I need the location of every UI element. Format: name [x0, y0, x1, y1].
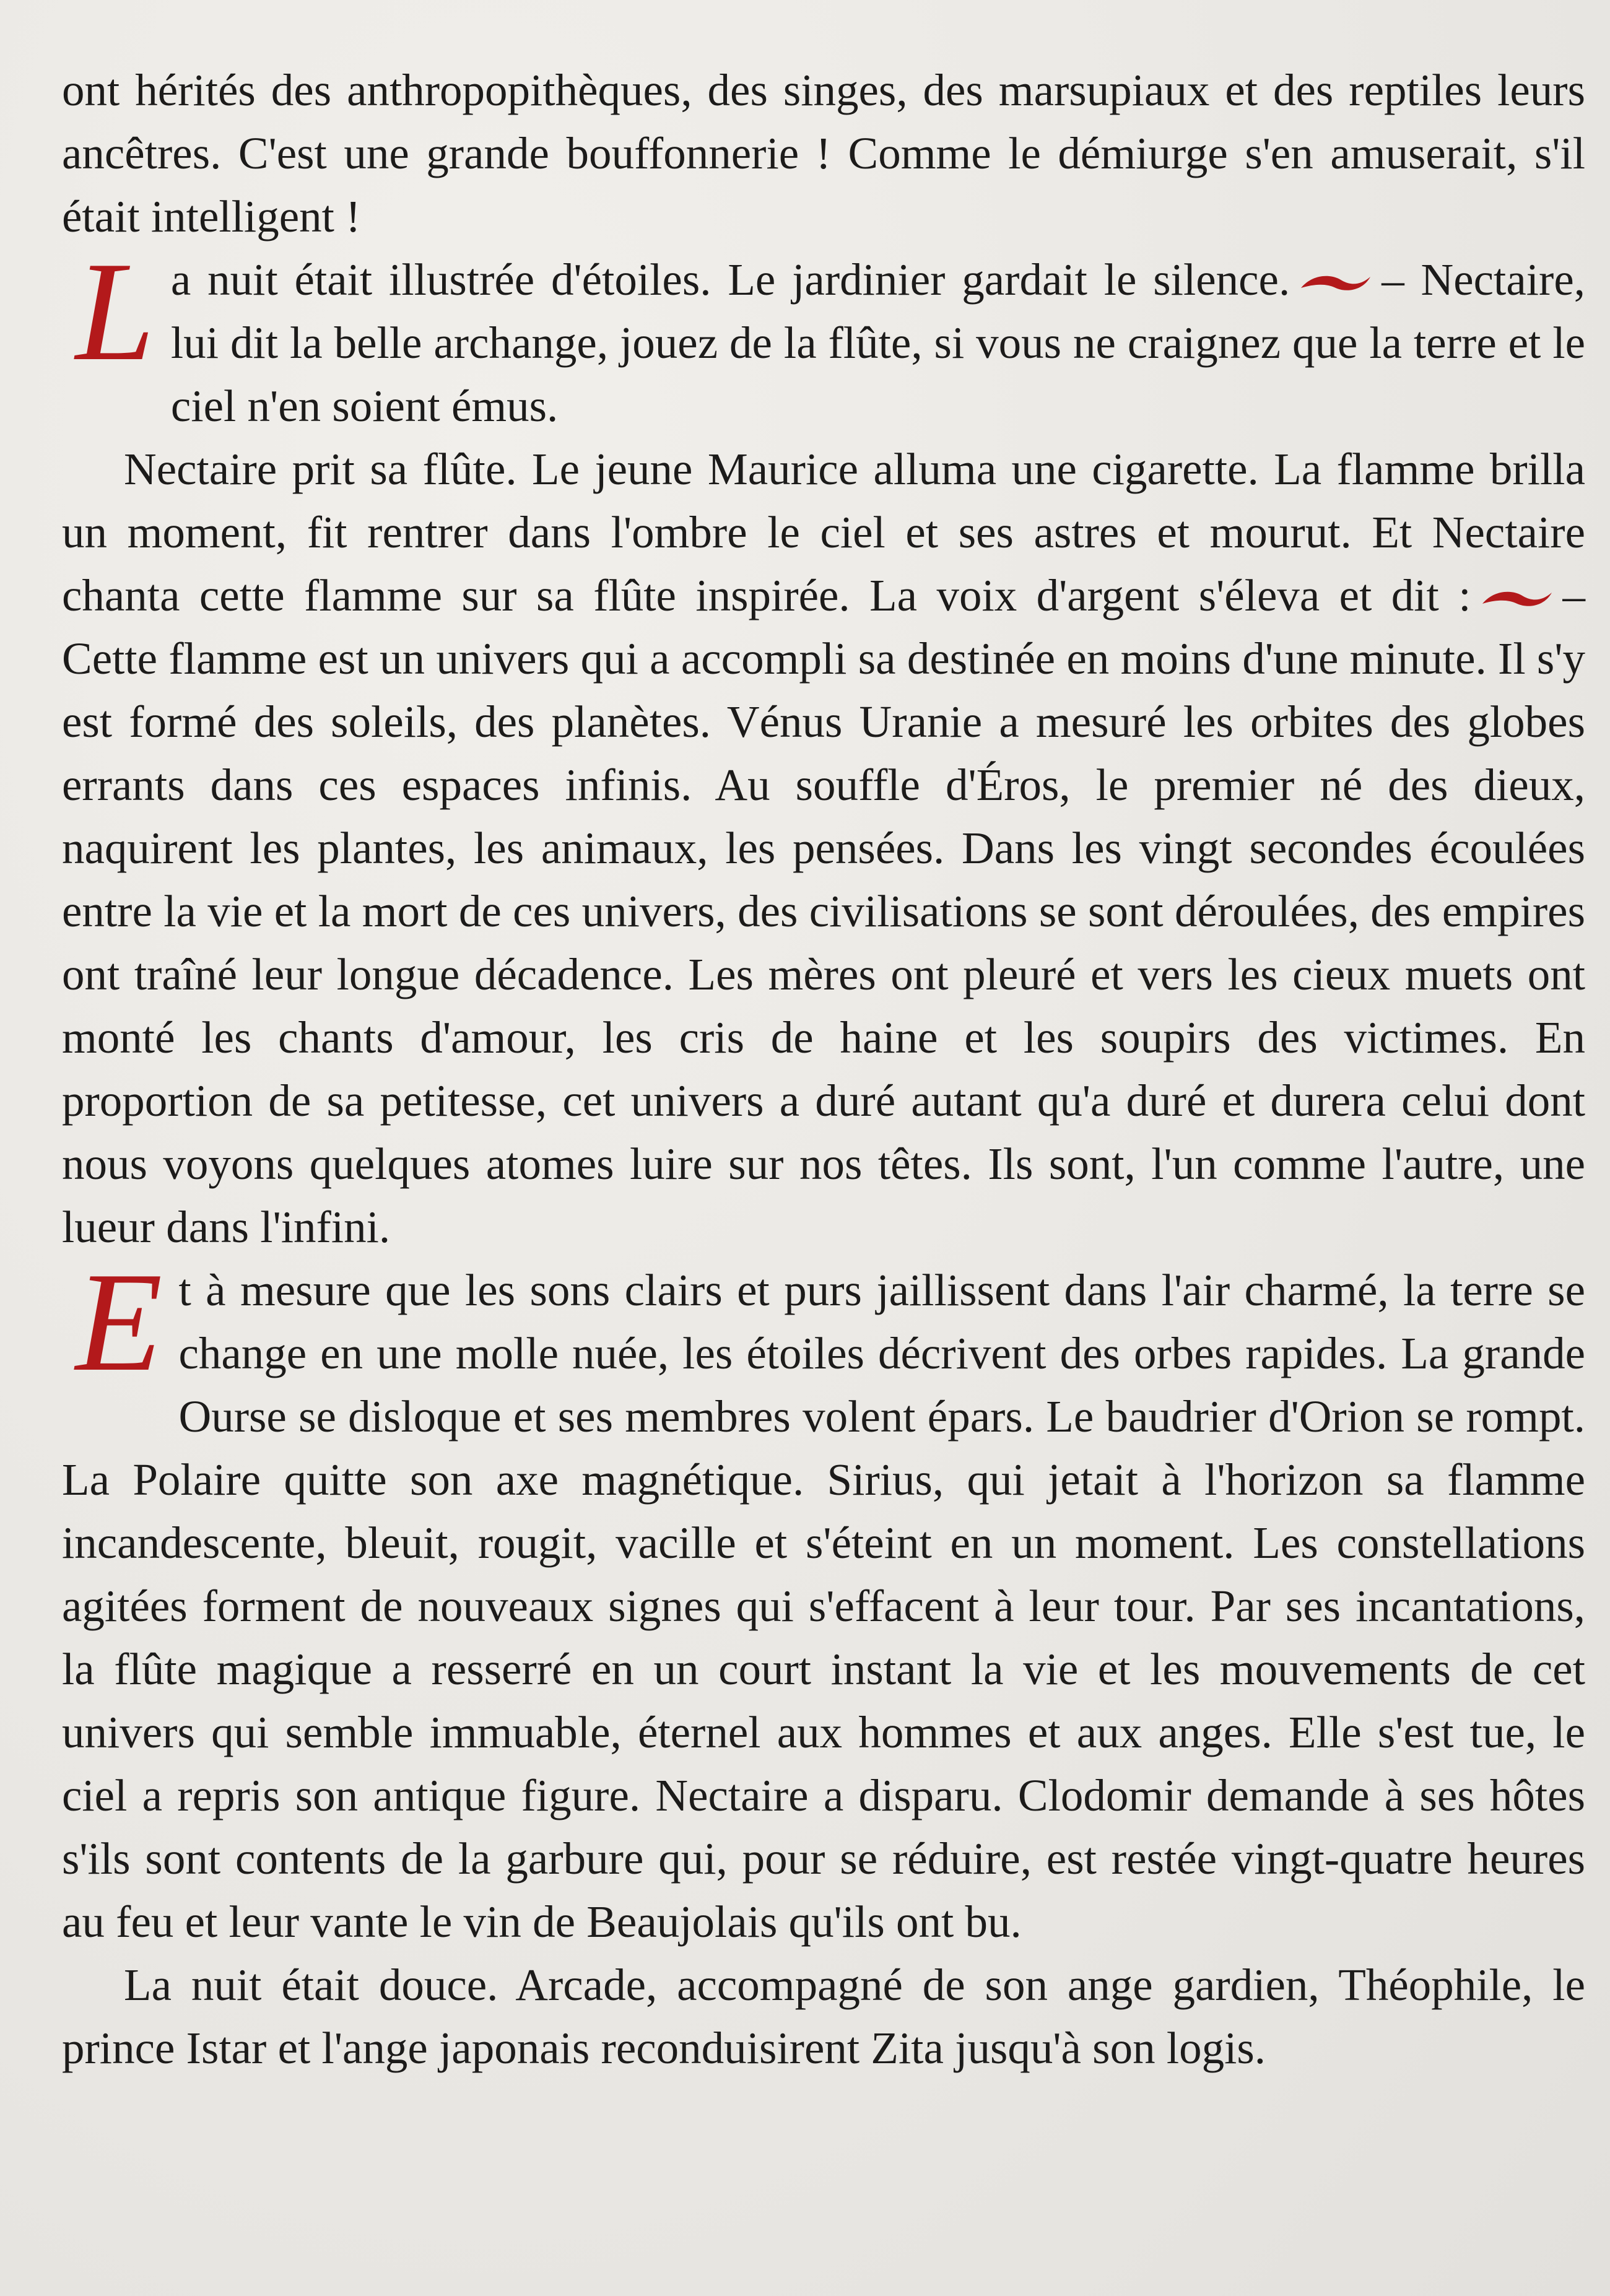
paragraph-final: [62, 1954, 1585, 2080]
paragraph-text: – Nectaire, lui dit la belle archange, jouez de la flûte, si vous ne craignez que la terre et le ciel n'en soient émus.: [170, 254, 1585, 431]
fleuron-icon: [1480, 588, 1554, 612]
paragraph-dropcap-e: [62, 1243, 1585, 1954]
drop-cap-letter: L: [76, 232, 155, 390]
paragraph-text: ont hérités des anthropopithèques, des singes, des marsupiaux et des reptiles leurs ancêtres. C'est une grande bouffonnerie ! Comme le démiurge s'en amuserait, s'il était intelligent !: [62, 65, 1585, 241]
paragraph-text: Nectaire prit sa flûte. Le jeune Maurice alluma une cigarette. La flamme brilla un moment, fit rentrer dans l'ombre le ciel et ses astres et mourut. Et Nectaire chanta cette flamme sur sa flûte inspirée. La voix d'argent s'éleva et dit :: [62, 444, 1585, 620]
paragraph-nectaire: [62, 438, 1585, 1259]
fleuron-icon: [1299, 272, 1373, 297]
paragraph-text: a nuit était illustrée d'étoiles. Le jardinier gardait le silence.: [170, 254, 1290, 305]
paragraph-continued: [62, 59, 1585, 248]
paragraph-text: – Cette flamme est un univers qui a accompli sa destinée en moins d'une minute. Il s'y est formé des soleils, des planètes. Vénus Uranie a mesuré les orbites des globes errants dans ces espaces infinis. Au souffle d'Éros, le premier né des dieux, naquirent les plantes, les animaux, les pensées. Dans les vingt secondes écoulées entre la vie et la mort de ces univers, des civilisations se sont déroulées, des empires ont traîné leur longue décadence. Les mères ont pleuré et vers les cieux muets ont monté les chants d'amour, les cris de haine et les soupirs des victimes. En proportion de sa petitesse, cet univers a duré autant qu'a duré et durera celui dont nous voyons quelques atomes luire sur nos têtes. Ils sont, l'un comme l'autre, une lueur dans l'infini.: [62, 570, 1585, 1252]
paragraph-text: t à mesure que les sons clairs et purs jaillissent dans l'air charmé, la terre se change en une molle nuée, les étoiles décrivent des orbes rapides. La grande Ourse se disloque et ses membres volent épars. Le baudrier d'Orion se rompt. La Polaire quitte son axe magnétique. Sirius, qui jetait à l'horizon sa flamme incandescente, bleuit, rougit, vacille et s'éteint en un moment. Les constellations agitées forment de nouveaux signes qui s'effacent à leur tour. Par ses incantations, la flûte magique a resserré en un court instant la vie et les mouvements de cet univers qui semble immuable, éternel aux hommes et aux anges. Elle s'est tue, le ciel a repris son antique figure. Nectaire a disparu. Clodomir demande à ses hôtes s'ils sont contents de la garbure qui, pour se réduire, est restée vingt-quatre heures au feu et leur vante le vin de Beaujolais qu'ils ont bu.: [62, 1265, 1585, 1947]
paragraph-dropcap-l: [62, 232, 1585, 438]
drop-cap-letter: E: [76, 1243, 163, 1401]
paragraph-text: La nuit était douce. Arcade, accompagné de son ange gardien, Théophile, le prince Istar et l'ange japonais reconduisirent Zita jusqu'à son logis.: [62, 1960, 1585, 2073]
body-text: [62, 59, 1585, 2080]
